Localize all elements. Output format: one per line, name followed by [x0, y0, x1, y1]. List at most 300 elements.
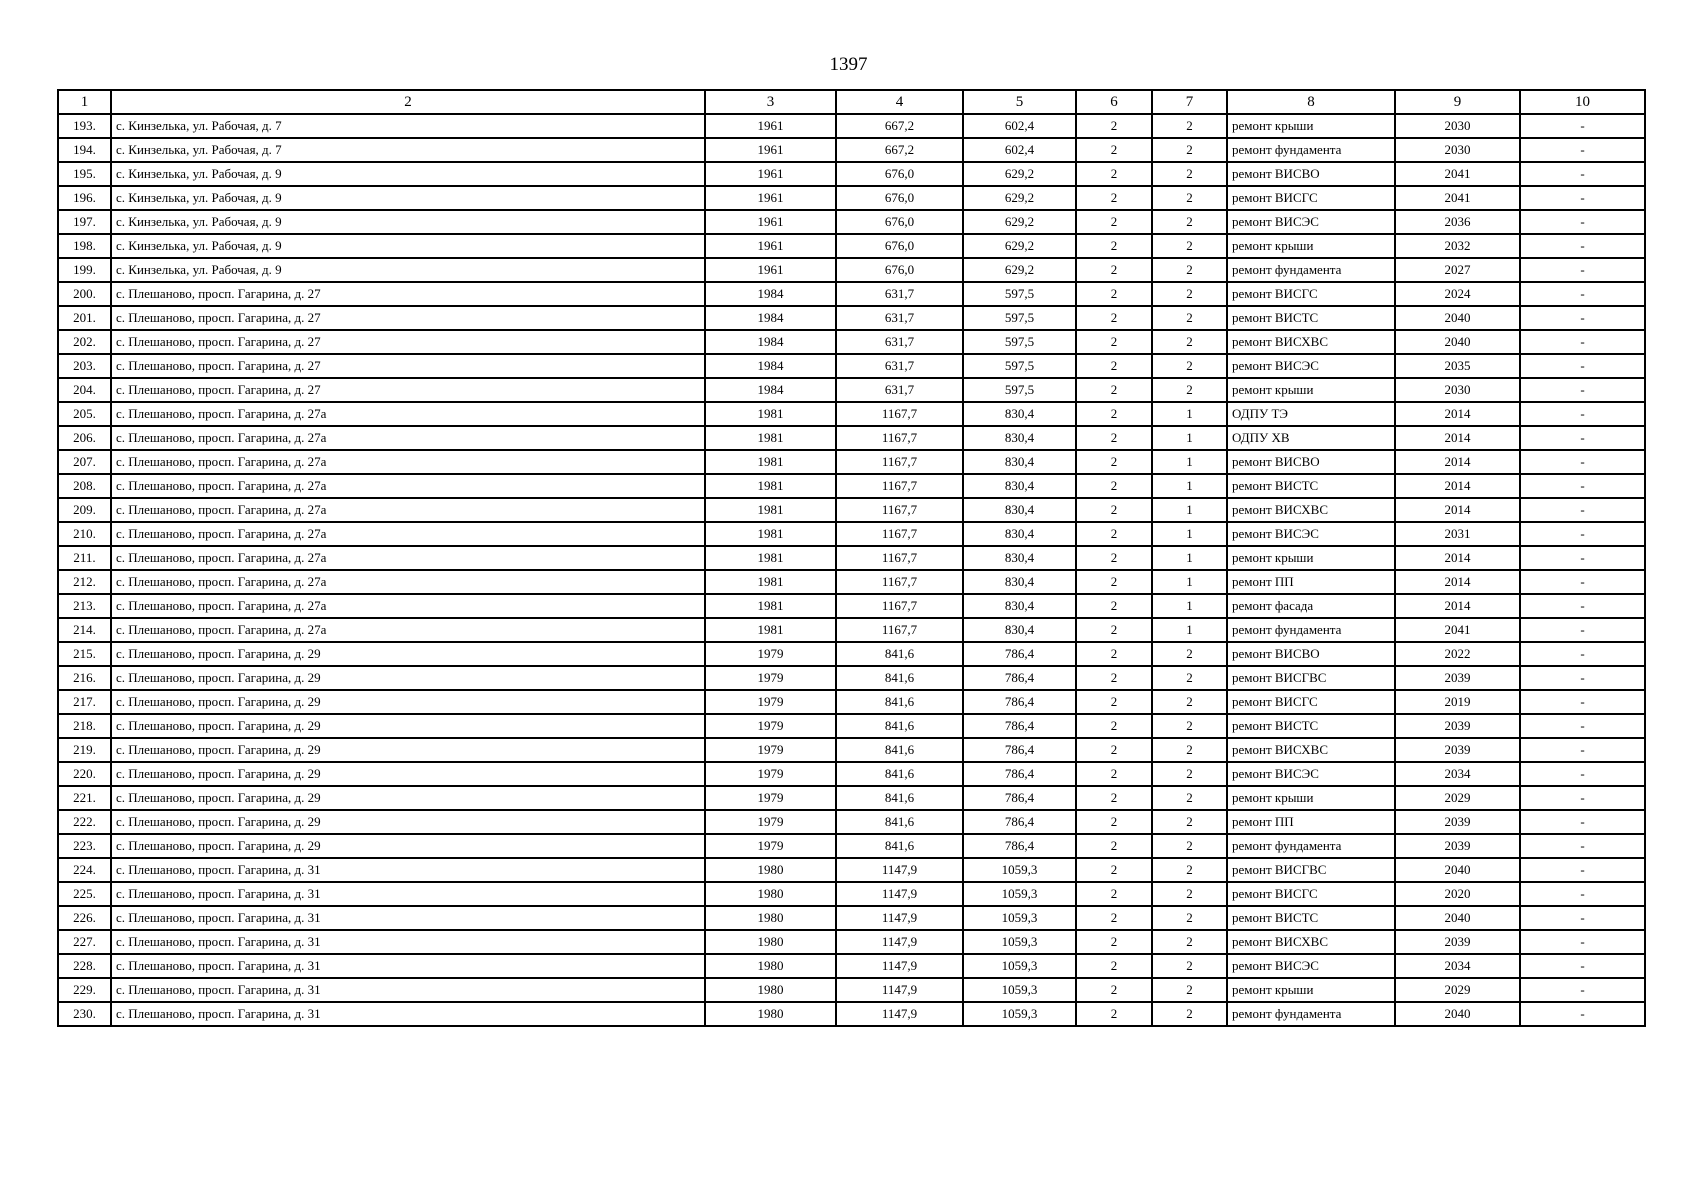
cell-year-built: 1961 — [705, 210, 836, 234]
cell-row-number: 219. — [58, 738, 111, 762]
cell-note: - — [1520, 954, 1645, 978]
cell-entrances: 2 — [1152, 234, 1227, 258]
table-row — [58, 354, 1645, 378]
cell-note: - — [1520, 930, 1645, 954]
cell-work-type: ремонт ВИСХВС — [1227, 738, 1395, 762]
cell-year-built: 1979 — [705, 666, 836, 690]
cell-entrances: 1 — [1152, 402, 1227, 426]
cell-living-area: 629,2 — [963, 162, 1076, 186]
cell-living-area: 602,4 — [963, 114, 1076, 138]
cell-planned-year: 2039 — [1395, 666, 1520, 690]
cell-living-area: 786,4 — [963, 738, 1076, 762]
cell-address: с. Плешаново, просп. Гагарина, д. 27 — [111, 306, 705, 330]
cell-total-area: 1167,7 — [836, 402, 963, 426]
cell-total-area: 676,0 — [836, 234, 963, 258]
cell-address: с. Плешаново, просп. Гагарина, д. 29 — [111, 786, 705, 810]
cell-total-area: 631,7 — [836, 330, 963, 354]
table-row — [58, 426, 1645, 450]
cell-planned-year: 2039 — [1395, 738, 1520, 762]
cell-row-number: 212. — [58, 570, 111, 594]
cell-total-area: 1167,7 — [836, 618, 963, 642]
cell-entrances: 1 — [1152, 450, 1227, 474]
cell-note: - — [1520, 858, 1645, 882]
cell-living-area: 597,5 — [963, 354, 1076, 378]
cell-total-area: 1167,7 — [836, 426, 963, 450]
cell-total-area: 1147,9 — [836, 954, 963, 978]
cell-entrances: 2 — [1152, 906, 1227, 930]
cell-address: с. Плешаново, просп. Гагарина, д. 31 — [111, 858, 705, 882]
cell-entrances: 2 — [1152, 162, 1227, 186]
cell-total-area: 631,7 — [836, 306, 963, 330]
cell-address: с. Плешаново, просп. Гагарина, д. 29 — [111, 666, 705, 690]
cell-total-area: 676,0 — [836, 162, 963, 186]
cell-year-built: 1984 — [705, 282, 836, 306]
cell-address: с. Плешаново, просп. Гагарина, д. 27а — [111, 594, 705, 618]
cell-planned-year: 2041 — [1395, 162, 1520, 186]
cell-entrances: 2 — [1152, 858, 1227, 882]
cell-floors: 2 — [1076, 498, 1152, 522]
cell-address: с. Плешаново, просп. Гагарина, д. 27 — [111, 354, 705, 378]
cell-year-built: 1961 — [705, 234, 836, 258]
cell-row-number: 210. — [58, 522, 111, 546]
cell-row-number: 205. — [58, 402, 111, 426]
cell-work-type: ремонт фасада — [1227, 594, 1395, 618]
cell-year-built: 1980 — [705, 1002, 836, 1026]
cell-address: с. Плешаново, просп. Гагарина, д. 27 — [111, 282, 705, 306]
cell-row-number: 217. — [58, 690, 111, 714]
column-header-8: 8 — [1227, 90, 1395, 114]
cell-living-area: 830,4 — [963, 426, 1076, 450]
cell-total-area: 676,0 — [836, 210, 963, 234]
cell-row-number: 197. — [58, 210, 111, 234]
table-row — [58, 306, 1645, 330]
cell-work-type: ремонт ВИСХВС — [1227, 498, 1395, 522]
cell-total-area: 841,6 — [836, 786, 963, 810]
cell-total-area: 841,6 — [836, 714, 963, 738]
cell-planned-year: 2020 — [1395, 882, 1520, 906]
cell-address: с. Кинзелька, ул. Рабочая, д. 7 — [111, 138, 705, 162]
cell-note: - — [1520, 498, 1645, 522]
cell-note: - — [1520, 738, 1645, 762]
cell-address: с. Плешаново, просп. Гагарина, д. 31 — [111, 930, 705, 954]
cell-floors: 2 — [1076, 594, 1152, 618]
cell-row-number: 229. — [58, 978, 111, 1002]
cell-entrances: 2 — [1152, 690, 1227, 714]
cell-entrances: 2 — [1152, 330, 1227, 354]
cell-work-type: ремонт крыши — [1227, 978, 1395, 1002]
table-row — [58, 450, 1645, 474]
cell-note: - — [1520, 906, 1645, 930]
cell-note: - — [1520, 354, 1645, 378]
cell-year-built: 1981 — [705, 498, 836, 522]
cell-living-area: 1059,3 — [963, 954, 1076, 978]
cell-living-area: 786,4 — [963, 642, 1076, 666]
cell-year-built: 1981 — [705, 570, 836, 594]
cell-planned-year: 2035 — [1395, 354, 1520, 378]
cell-floors: 2 — [1076, 426, 1152, 450]
cell-address: с. Плешаново, просп. Гагарина, д. 27а — [111, 522, 705, 546]
cell-work-type: ремонт ВИСХВС — [1227, 930, 1395, 954]
cell-year-built: 1979 — [705, 810, 836, 834]
cell-work-type: ремонт ВИСЭС — [1227, 522, 1395, 546]
cell-address: с. Кинзелька, ул. Рабочая, д. 9 — [111, 186, 705, 210]
cell-address: с. Плешаново, просп. Гагарина, д. 27а — [111, 402, 705, 426]
cell-row-number: 193. — [58, 114, 111, 138]
cell-planned-year: 2014 — [1395, 546, 1520, 570]
table-row — [58, 114, 1645, 138]
cell-entrances: 2 — [1152, 930, 1227, 954]
cell-living-area: 597,5 — [963, 330, 1076, 354]
cell-floors: 2 — [1076, 810, 1152, 834]
cell-planned-year: 2039 — [1395, 930, 1520, 954]
cell-planned-year: 2019 — [1395, 690, 1520, 714]
cell-note: - — [1520, 618, 1645, 642]
cell-year-built: 1961 — [705, 138, 836, 162]
cell-year-built: 1980 — [705, 978, 836, 1002]
cell-year-built: 1984 — [705, 330, 836, 354]
cell-entrances: 2 — [1152, 810, 1227, 834]
cell-entrances: 2 — [1152, 666, 1227, 690]
cell-floors: 2 — [1076, 402, 1152, 426]
cell-living-area: 597,5 — [963, 378, 1076, 402]
cell-work-type: ремонт фундамента — [1227, 618, 1395, 642]
cell-entrances: 2 — [1152, 210, 1227, 234]
cell-floors: 2 — [1076, 618, 1152, 642]
column-header-10: 10 — [1520, 90, 1645, 114]
cell-work-type: ремонт ВИСТС — [1227, 306, 1395, 330]
cell-floors: 2 — [1076, 474, 1152, 498]
column-header-3: 3 — [705, 90, 836, 114]
cell-address: с. Плешаново, просп. Гагарина, д. 31 — [111, 882, 705, 906]
cell-note: - — [1520, 306, 1645, 330]
cell-planned-year: 2032 — [1395, 234, 1520, 258]
cell-total-area: 667,2 — [836, 138, 963, 162]
cell-floors: 2 — [1076, 450, 1152, 474]
cell-work-type: ремонт фундамента — [1227, 834, 1395, 858]
cell-planned-year: 2036 — [1395, 210, 1520, 234]
cell-floors: 2 — [1076, 306, 1152, 330]
cell-year-built: 1981 — [705, 618, 836, 642]
cell-living-area: 830,4 — [963, 498, 1076, 522]
cell-floors: 2 — [1076, 666, 1152, 690]
cell-address: с. Кинзелька, ул. Рабочая, д. 9 — [111, 258, 705, 282]
cell-total-area: 1167,7 — [836, 498, 963, 522]
cell-entrances: 2 — [1152, 258, 1227, 282]
cell-floors: 2 — [1076, 762, 1152, 786]
table-row — [58, 810, 1645, 834]
cell-year-built: 1980 — [705, 882, 836, 906]
cell-year-built: 1980 — [705, 906, 836, 930]
cell-planned-year: 2014 — [1395, 402, 1520, 426]
cell-entrances: 2 — [1152, 138, 1227, 162]
cell-year-built: 1979 — [705, 786, 836, 810]
cell-note: - — [1520, 546, 1645, 570]
cell-floors: 2 — [1076, 234, 1152, 258]
cell-address: с. Плешаново, просп. Гагарина, д. 27а — [111, 450, 705, 474]
cell-planned-year: 2014 — [1395, 426, 1520, 450]
cell-planned-year: 2040 — [1395, 330, 1520, 354]
cell-living-area: 830,4 — [963, 570, 1076, 594]
cell-planned-year: 2030 — [1395, 138, 1520, 162]
cell-living-area: 786,4 — [963, 834, 1076, 858]
table-row — [58, 570, 1645, 594]
column-header-4: 4 — [836, 90, 963, 114]
cell-floors: 2 — [1076, 882, 1152, 906]
cell-floors: 2 — [1076, 258, 1152, 282]
cell-work-type: ремонт ВИСВО — [1227, 642, 1395, 666]
cell-total-area: 1147,9 — [836, 978, 963, 1002]
cell-row-number: 226. — [58, 906, 111, 930]
cell-entrances: 1 — [1152, 570, 1227, 594]
cell-year-built: 1961 — [705, 186, 836, 210]
cell-work-type: ремонт ВИСТС — [1227, 474, 1395, 498]
column-header-6: 6 — [1076, 90, 1152, 114]
cell-note: - — [1520, 450, 1645, 474]
cell-address: с. Плешаново, просп. Гагарина, д. 29 — [111, 738, 705, 762]
cell-total-area: 841,6 — [836, 834, 963, 858]
table-row — [58, 522, 1645, 546]
cell-living-area: 830,4 — [963, 474, 1076, 498]
cell-floors: 2 — [1076, 378, 1152, 402]
cell-note: - — [1520, 666, 1645, 690]
cell-floors: 2 — [1076, 114, 1152, 138]
table-row — [58, 162, 1645, 186]
cell-work-type: ремонт ВИСЭС — [1227, 210, 1395, 234]
cell-total-area: 1147,9 — [836, 1002, 963, 1026]
table-row — [58, 546, 1645, 570]
cell-row-number: 196. — [58, 186, 111, 210]
cell-note: - — [1520, 522, 1645, 546]
cell-living-area: 830,4 — [963, 594, 1076, 618]
cell-entrances: 1 — [1152, 546, 1227, 570]
cell-living-area: 597,5 — [963, 282, 1076, 306]
cell-row-number: 224. — [58, 858, 111, 882]
cell-living-area: 629,2 — [963, 210, 1076, 234]
table-row — [58, 954, 1645, 978]
cell-living-area: 786,4 — [963, 810, 1076, 834]
cell-floors: 2 — [1076, 954, 1152, 978]
cell-floors: 2 — [1076, 930, 1152, 954]
table-row — [58, 282, 1645, 306]
cell-entrances: 2 — [1152, 714, 1227, 738]
cell-living-area: 786,4 — [963, 786, 1076, 810]
cell-entrances: 2 — [1152, 954, 1227, 978]
cell-note: - — [1520, 402, 1645, 426]
cell-entrances: 2 — [1152, 1002, 1227, 1026]
cell-note: - — [1520, 978, 1645, 1002]
cell-row-number: 211. — [58, 546, 111, 570]
cell-year-built: 1981 — [705, 546, 836, 570]
table-row — [58, 978, 1645, 1002]
cell-note: - — [1520, 210, 1645, 234]
cell-address: с. Плешаново, просп. Гагарина, д. 27а — [111, 498, 705, 522]
table-row — [58, 882, 1645, 906]
table-row — [58, 618, 1645, 642]
cell-total-area: 841,6 — [836, 810, 963, 834]
cell-living-area: 1059,3 — [963, 906, 1076, 930]
column-header-5: 5 — [963, 90, 1076, 114]
cell-row-number: 198. — [58, 234, 111, 258]
cell-year-built: 1979 — [705, 762, 836, 786]
cell-row-number: 227. — [58, 930, 111, 954]
cell-entrances: 1 — [1152, 474, 1227, 498]
cell-address: с. Плешаново, просп. Гагарина, д. 27а — [111, 474, 705, 498]
cell-row-number: 223. — [58, 834, 111, 858]
cell-floors: 2 — [1076, 138, 1152, 162]
cell-row-number: 214. — [58, 618, 111, 642]
cell-row-number: 204. — [58, 378, 111, 402]
cell-living-area: 786,4 — [963, 762, 1076, 786]
cell-address: с. Кинзелька, ул. Рабочая, д. 9 — [111, 162, 705, 186]
cell-year-built: 1981 — [705, 402, 836, 426]
cell-note: - — [1520, 234, 1645, 258]
cell-note: - — [1520, 186, 1645, 210]
cell-planned-year: 2040 — [1395, 858, 1520, 882]
cell-row-number: 207. — [58, 450, 111, 474]
cell-note: - — [1520, 762, 1645, 786]
cell-planned-year: 2041 — [1395, 618, 1520, 642]
cell-address: с. Плешаново, просп. Гагарина, д. 29 — [111, 714, 705, 738]
cell-note: - — [1520, 642, 1645, 666]
table-row — [58, 786, 1645, 810]
cell-planned-year: 2030 — [1395, 114, 1520, 138]
cell-note: - — [1520, 162, 1645, 186]
cell-total-area: 841,6 — [836, 762, 963, 786]
cell-total-area: 1167,7 — [836, 450, 963, 474]
cell-entrances: 2 — [1152, 882, 1227, 906]
cell-planned-year: 2014 — [1395, 450, 1520, 474]
cell-work-type: ремонт ВИСГС — [1227, 882, 1395, 906]
cell-address: с. Плешаново, просп. Гагарина, д. 27а — [111, 618, 705, 642]
cell-year-built: 1984 — [705, 354, 836, 378]
cell-address: с. Кинзелька, ул. Рабочая, д. 7 — [111, 114, 705, 138]
cell-total-area: 1167,7 — [836, 546, 963, 570]
cell-work-type: ремонт ВИСЭС — [1227, 354, 1395, 378]
cell-total-area: 1167,7 — [836, 522, 963, 546]
cell-note: - — [1520, 882, 1645, 906]
column-header-2: 2 — [111, 90, 705, 114]
cell-work-type: ОДПУ ХВ — [1227, 426, 1395, 450]
table-row — [58, 834, 1645, 858]
cell-living-area: 830,4 — [963, 546, 1076, 570]
cell-floors: 2 — [1076, 786, 1152, 810]
cell-planned-year: 2034 — [1395, 954, 1520, 978]
cell-living-area: 1059,3 — [963, 882, 1076, 906]
cell-living-area: 629,2 — [963, 258, 1076, 282]
cell-floors: 2 — [1076, 162, 1152, 186]
page-number: 1397 — [829, 54, 868, 75]
cell-floors: 2 — [1076, 858, 1152, 882]
cell-work-type: ремонт крыши — [1227, 234, 1395, 258]
cell-year-built: 1979 — [705, 642, 836, 666]
cell-year-built: 1980 — [705, 954, 836, 978]
cell-entrances: 2 — [1152, 282, 1227, 306]
table-row — [58, 138, 1645, 162]
cell-living-area: 786,4 — [963, 714, 1076, 738]
cell-address: с. Кинзелька, ул. Рабочая, д. 9 — [111, 234, 705, 258]
cell-entrances: 2 — [1152, 978, 1227, 1002]
column-header-7: 7 — [1152, 90, 1227, 114]
table-row — [58, 378, 1645, 402]
cell-address: с. Плешаново, просп. Гагарина, д. 27а — [111, 426, 705, 450]
cell-address: с. Плешаново, просп. Гагарина, д. 27а — [111, 546, 705, 570]
column-header-9: 9 — [1395, 90, 1520, 114]
cell-planned-year: 2040 — [1395, 1002, 1520, 1026]
cell-work-type: ремонт ПП — [1227, 570, 1395, 594]
cell-entrances: 2 — [1152, 186, 1227, 210]
cell-year-built: 1981 — [705, 450, 836, 474]
cell-planned-year: 2039 — [1395, 714, 1520, 738]
cell-total-area: 1147,9 — [836, 882, 963, 906]
cell-living-area: 830,4 — [963, 522, 1076, 546]
cell-work-type: ОДПУ ТЭ — [1227, 402, 1395, 426]
cell-address: с. Плешаново, просп. Гагарина, д. 27 — [111, 378, 705, 402]
cell-planned-year: 2029 — [1395, 786, 1520, 810]
cell-work-type: ремонт ВИСВО — [1227, 162, 1395, 186]
cell-entrances: 1 — [1152, 498, 1227, 522]
cell-work-type: ремонт фундамента — [1227, 138, 1395, 162]
cell-living-area: 786,4 — [963, 666, 1076, 690]
cell-year-built: 1984 — [705, 378, 836, 402]
cell-living-area: 830,4 — [963, 450, 1076, 474]
cell-living-area: 602,4 — [963, 138, 1076, 162]
cell-row-number: 200. — [58, 282, 111, 306]
cell-planned-year: 2040 — [1395, 906, 1520, 930]
cell-work-type: ремонт крыши — [1227, 786, 1395, 810]
cell-note: - — [1520, 426, 1645, 450]
cell-entrances: 2 — [1152, 738, 1227, 762]
cell-total-area: 631,7 — [836, 282, 963, 306]
cell-row-number: 221. — [58, 786, 111, 810]
cell-total-area: 841,6 — [836, 690, 963, 714]
cell-note: - — [1520, 690, 1645, 714]
cell-planned-year: 2014 — [1395, 594, 1520, 618]
table-row — [58, 210, 1645, 234]
cell-floors: 2 — [1076, 834, 1152, 858]
cell-planned-year: 2031 — [1395, 522, 1520, 546]
cell-address: с. Плешаново, просп. Гагарина, д. 29 — [111, 690, 705, 714]
cell-work-type: ремонт ВИСГС — [1227, 186, 1395, 210]
cell-row-number: 195. — [58, 162, 111, 186]
table-body — [58, 114, 1645, 1026]
cell-planned-year: 2024 — [1395, 282, 1520, 306]
cell-year-built: 1981 — [705, 522, 836, 546]
cell-floors: 2 — [1076, 330, 1152, 354]
cell-floors: 2 — [1076, 522, 1152, 546]
cell-year-built: 1979 — [705, 834, 836, 858]
cell-address: с. Плешаново, просп. Гагарина, д. 31 — [111, 954, 705, 978]
cell-row-number: 209. — [58, 498, 111, 522]
cell-work-type: ремонт ВИСВО — [1227, 450, 1395, 474]
cell-total-area: 676,0 — [836, 258, 963, 282]
cell-row-number: 213. — [58, 594, 111, 618]
cell-entrances: 2 — [1152, 762, 1227, 786]
cell-row-number: 203. — [58, 354, 111, 378]
cell-work-type: ремонт крыши — [1227, 546, 1395, 570]
cell-address: с. Плешаново, просп. Гагарина, д. 29 — [111, 810, 705, 834]
cell-total-area: 1147,9 — [836, 906, 963, 930]
cell-total-area: 1167,7 — [836, 570, 963, 594]
table-row — [58, 858, 1645, 882]
cell-address: с. Плешаново, просп. Гагарина, д. 29 — [111, 762, 705, 786]
table-row — [58, 474, 1645, 498]
cell-entrances: 2 — [1152, 354, 1227, 378]
cell-total-area: 1147,9 — [836, 858, 963, 882]
cell-entrances: 2 — [1152, 306, 1227, 330]
cell-entrances: 1 — [1152, 618, 1227, 642]
cell-address: с. Кинзелька, ул. Рабочая, д. 9 — [111, 210, 705, 234]
cell-entrances: 2 — [1152, 378, 1227, 402]
